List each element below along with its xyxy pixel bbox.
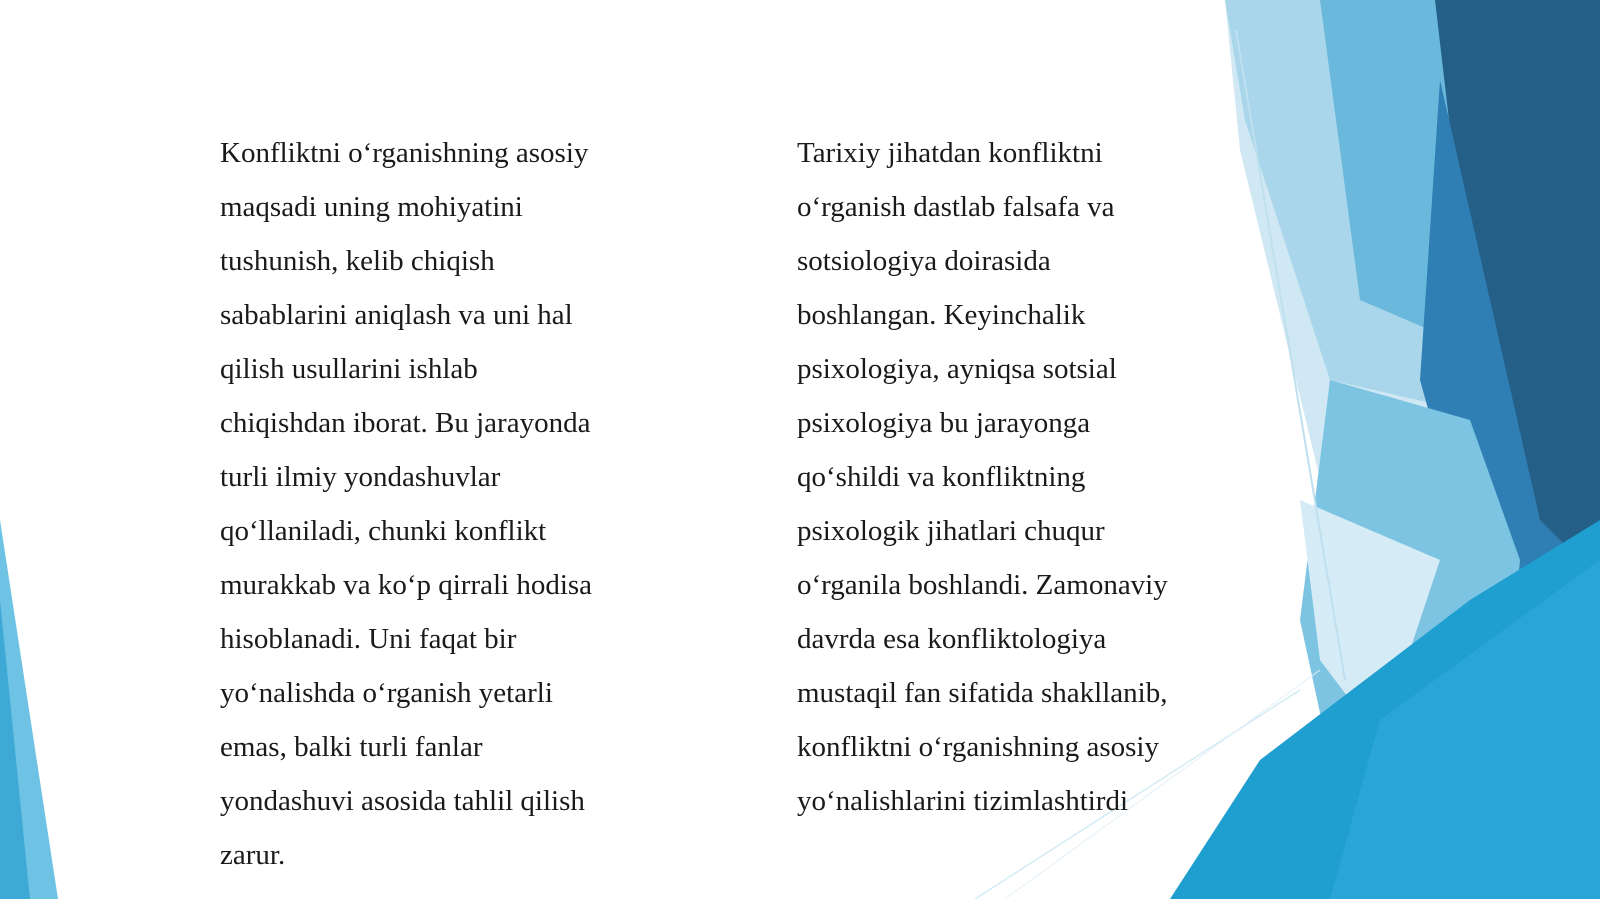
paragraph-line: sabablarini aniqlash va uni hal	[220, 299, 573, 331]
paragraph-line: psixologiya, ayniqsa sotsial	[797, 353, 1117, 385]
paragraph-line: boshlangan. Keyinchalik	[797, 299, 1086, 331]
paragraph-line: psixologik jihatlari chuqur	[797, 515, 1105, 547]
paragraph-line: yo‘nalishda o‘rganish yetarli	[220, 677, 553, 709]
paragraph-line: hisoblanadi. Uni faqat bir	[220, 623, 517, 655]
paragraph-line: murakkab va ko‘p qirrali hodisa	[220, 569, 593, 601]
paragraph-line: chiqishdan iborat. Bu jarayonda	[220, 407, 591, 439]
paragraph-line: yo‘nalishlarini tizimlashtirdi	[797, 785, 1129, 817]
right-text-column	[797, 126, 1217, 828]
paragraph-line: o‘rganila boshlandi. Zamonaviy	[797, 569, 1168, 601]
paragraph-line: tushunish, kelib chiqish	[220, 245, 495, 277]
paragraph-line: davrda esa konfliktologiya	[797, 623, 1107, 655]
paragraph-line: qilish usullarini ishlab	[220, 353, 478, 385]
paragraph-line: maqsadi uning mohiyatini	[220, 191, 523, 223]
paragraph-line: Konfliktni o‘rganishning asosiy	[220, 137, 589, 169]
left-text-column	[220, 126, 640, 882]
paragraph-line: qo‘llaniladi, chunki konflikt	[220, 515, 547, 547]
paragraph-line: o‘rganish dastlab falsafa va	[797, 191, 1115, 223]
paragraph-line: qo‘shildi va konfliktning	[797, 461, 1086, 493]
paragraph-line: mustaqil fan sifatida shakllanib,	[797, 677, 1168, 709]
paragraph-line: zarur.	[220, 839, 286, 871]
paragraph-line: turli ilmiy yondashuvlar	[220, 461, 501, 493]
paragraph-line: emas, balki turli fanlar	[220, 731, 483, 763]
paragraph-line: konfliktni o‘rganishning asosiy	[797, 731, 1159, 763]
paragraph-line: Tarixiy jihatdan konfliktni	[797, 137, 1103, 169]
paragraph-line: sotsiologiya doirasida	[797, 245, 1051, 277]
paragraph-line: psixologiya bu jarayonga	[797, 407, 1091, 439]
paragraph-line: yondashuvi asosida tahlil qilish	[220, 785, 585, 817]
